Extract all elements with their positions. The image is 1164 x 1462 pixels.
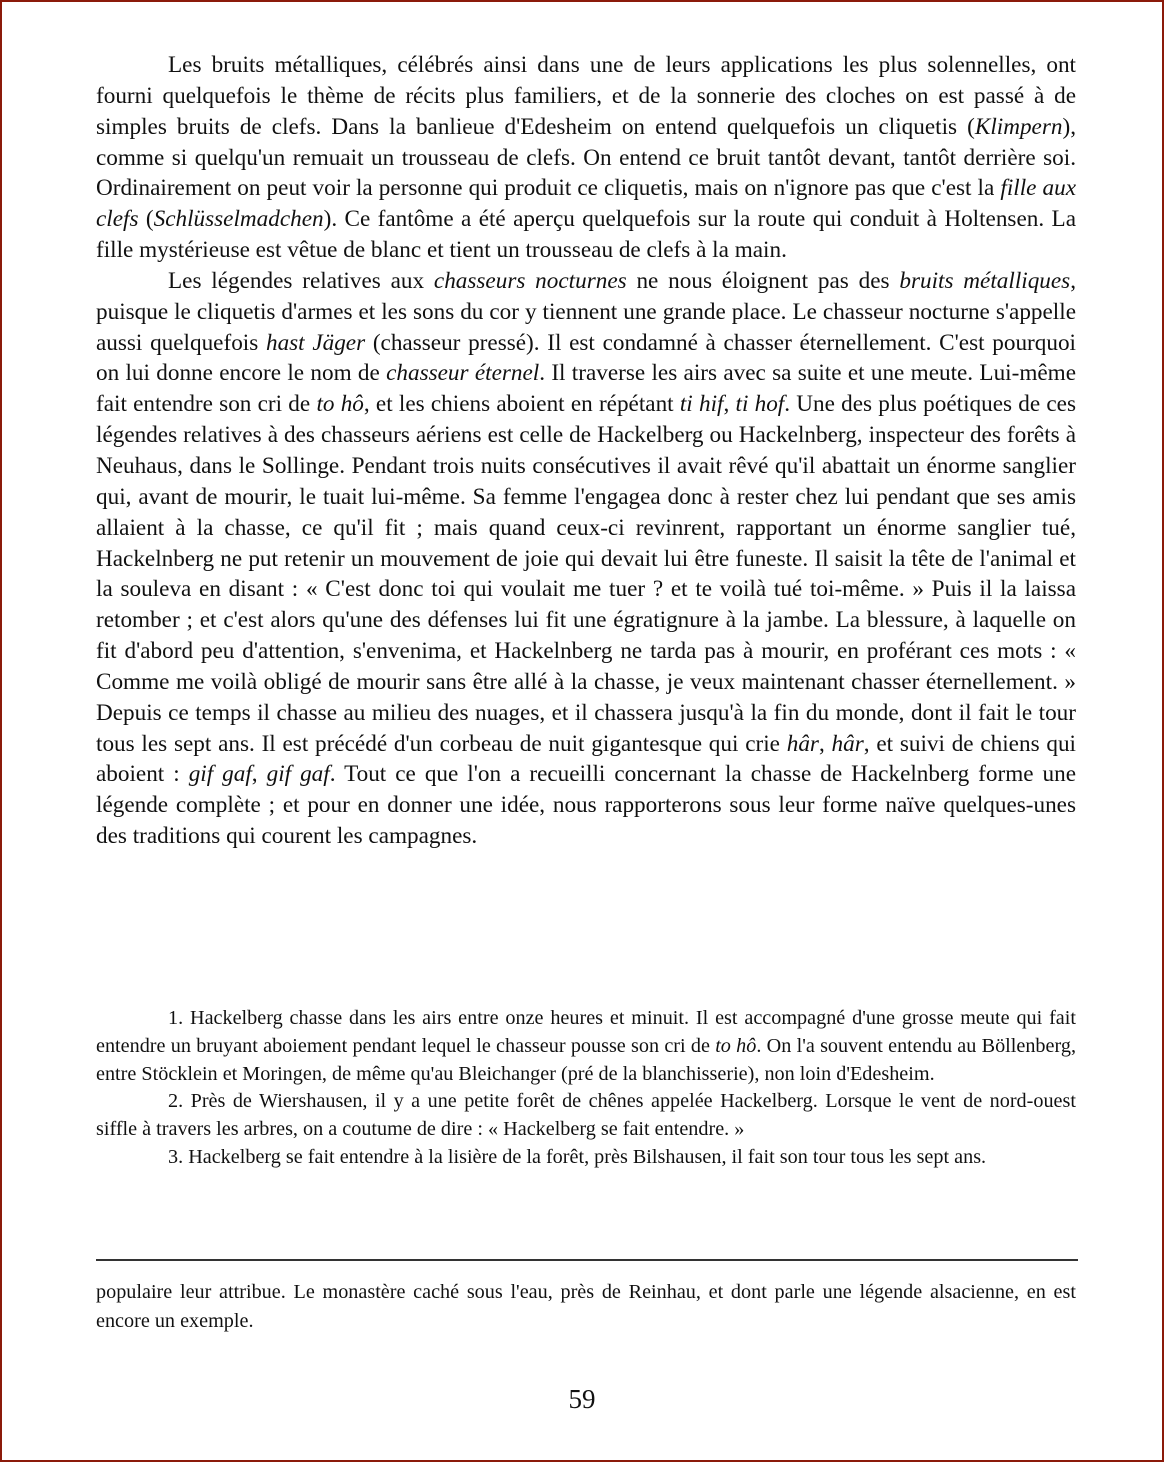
paragraph: [96, 266, 1076, 852]
italic-term: hast Jäger: [265, 329, 366, 356]
note-item: [96, 1144, 1076, 1172]
italic-term: Klimpern: [974, 113, 1063, 140]
italic-term: gif gaf: [266, 761, 330, 788]
text-run: ), comme si quelqu'un remuait un trousseau de clefs. On entend ce bruit tantôt devant, tantôt derrière soi. Ordinairement on peut voir la personne qui produit ce cliquetis, mais on n'ignore pas que c'est la: [96, 113, 1076, 202]
note-item: [96, 1088, 1076, 1144]
italic-term: fille aux clefs: [96, 175, 1076, 233]
italic-term: chasseur éternel: [386, 360, 540, 387]
italic-term: hâr: [831, 730, 864, 757]
footnote-text: populaire leur attribue. Le monastère caché sous l'eau, près de Reinhau, et dont parle une légende alsacienne, en est encore un exemple.: [96, 1281, 1076, 1332]
text-run: 2. Près de Wiershausen, il y a une petite forêt de chênes appelée Hackelberg. Lorsque le vent de nord-ouest siffle à travers les arbres, on a coutume de dire : « Hackelberg se fait entendre. »: [96, 1090, 1076, 1141]
text-run: ,: [818, 730, 832, 757]
text-run: . Il traverse les airs avec sa suite et une meute. Lui-même fait entendre son cri de: [96, 360, 1076, 418]
text-run: ,: [723, 391, 736, 418]
text-run: , et suivi de chiens qui aboient :: [96, 730, 1076, 788]
text-run: . On l'a souvent entendu au Böllenberg, entre Stöcklein et Moringen, de même qu'au Bleichanger (pré de la blanchisserie), non loin d'Edesheim.: [96, 1034, 1076, 1085]
note-item: [96, 1005, 1076, 1088]
italic-term: hâr: [786, 730, 819, 757]
text-run: (chasseur pressé). Il est condamné à chasser éternellement. C'est pourquoi on lui donne encore le nom de: [96, 329, 1076, 387]
numbered-notes: [96, 1005, 1076, 1172]
text-run: ne nous éloignent pas des: [626, 267, 900, 294]
footnote-separator: [96, 1259, 1078, 1261]
footnote: [96, 1278, 1076, 1335]
italic-term: to hô: [316, 391, 364, 418]
text-run: , et les chiens aboient en répétant: [363, 391, 680, 418]
italic-term: chasseurs nocturnes: [433, 267, 627, 294]
paragraph: [96, 50, 1076, 266]
italic-term: to hô: [715, 1034, 757, 1057]
text-run: Les bruits métalliques, célébrés ainsi dans une de leurs applications les plus solennelles, ont fourni quelquefois le thème de récits plus familiers, et de la sonnerie des cloches on est passé à de simples bruits de clefs. Dans la banlieue d'Edesheim on entend quelquefois un cliquetis (: [96, 52, 1076, 140]
main-text: [96, 50, 1076, 852]
italic-term: ti hof: [735, 391, 785, 418]
italic-term: ti hif: [679, 391, 724, 418]
text-run: (: [138, 206, 154, 233]
text-run: 3. Hackelberg se fait entendre à la lisière de la forêt, près Bilshausen, il fait son tour tous les sept ans.: [168, 1145, 987, 1168]
text-run: . Tout ce que l'on a recueilli concernant la chasse de Hackelnberg forme une légende complète ; et pour en donner une idée, nous rapporterons sous leur forme naïve quelques-unes des traditions qui courent les campagnes.: [96, 761, 1077, 850]
text-run: ). Ce fantôme a été aperçu quelquefois sur la route qui conduit à Holtensen. La fille mystérieuse est vêtue de blanc et tient un trousseau de clefs à la main.: [96, 206, 1076, 264]
text-run: . Une des plus poétiques de ces légendes relatives à des chasseurs aériens est celle de Hackelberg ou Hackelnberg, inspecteur des forêts à Neuhaus, dans le Sollinge. Pendant trois nuits consécutives il avait rêvé qu'il abattait un énorme sanglier qui, avant de mourir, le tuait lui-même. Sa femme l'engagea donc à rester chez lui pendant que ses amis allaient à la chasse, ce qu'il fit ; mais quand ceux-ci revinrent, rapportant un énorme sanglier tué, Hackelnberg ne put retenir un mouvement de joie qui devait lui être funeste. Il saisit la tête de l'animal et la souleva en disant : « C'est donc toi qui voulait me tuer ? et te voilà tué toi-même. » Puis il la laissa retomber ; et c'est alors qu'une des défenses lui fit une égratignure à la jambe. La blessure, à laquelle on fit d'abord peu d'attention, s'envenima, et Hackelnberg ne tarda pas à mourir, en proférant ces mots : « Comme me voilà obligé de mourir sans être allé à la chasse, je veux maintenant chasser éternellement. » Depuis ce temps il chasse au milieu des nuages, et il chassera jusqu'à la fin du monde, dont il fait le tour tous les sept ans. Il est précédé d'un corbeau de nuit gigantesque qui crie: [96, 391, 1076, 757]
italic-term: Schlüsselmadchen: [153, 206, 324, 233]
text-run: ,: [251, 761, 267, 788]
italic-term: bruits métalliques: [899, 267, 1071, 294]
page-number: 59: [568, 1384, 596, 1414]
text-run: Les légendes relatives aux: [168, 267, 434, 294]
italic-term: gif gaf: [188, 761, 252, 788]
text-run: , puisque le cliquetis d'armes et les sons du cor y tiennent une grande place. Le chasseur nocturne s'appelle aussi quelquefois: [96, 267, 1076, 356]
text-run: 1. Hackelberg chasse dans les airs entre onze heures et minuit. Il est accompagné d'une grosse meute qui fait entendre un bruyant aboiement pendant lequel le chasseur pousse son cri de: [96, 1007, 1076, 1057]
